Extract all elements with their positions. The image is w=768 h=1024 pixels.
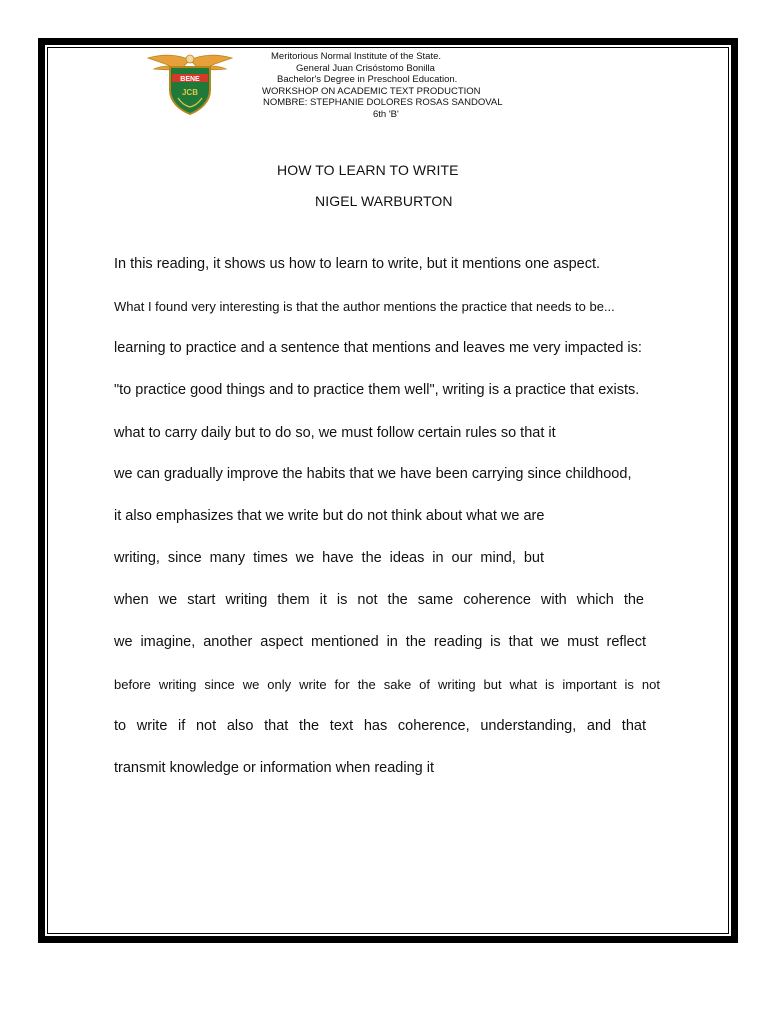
body-line: what to carry daily but to do so, we must follow certain rules so that it	[114, 425, 556, 441]
body-line: writing, since many times we have the ideas in our mind, but	[114, 550, 544, 566]
crest-eagle-head	[186, 55, 194, 63]
crest-text-bottom: JCB	[181, 88, 199, 97]
body-line: transmit knowledge or information when reading it	[114, 760, 434, 776]
body-line: we imagine, another aspect mentioned in the reading is that we must reflect	[114, 634, 646, 650]
header-group: 6th 'B'	[373, 108, 399, 120]
body-line: when we start writing them it is not the same coherence with which the	[114, 592, 644, 608]
body-line: learning to practice and a sentence that mentions and leaves me very impacted is:	[114, 340, 642, 356]
body-line: before writing since we only write for the sake of writing but what is important is not	[114, 677, 660, 692]
header-degree: Bachelor's Degree in Preschool Education.	[277, 74, 458, 85]
header-institution: Meritorious Normal Institute of the State.	[271, 51, 442, 62]
header-student-name: NOMBRE: STEPHANIE DOLORES ROSAS SANDOVAL	[263, 97, 503, 108]
document-title: HOW TO LEARN TO WRITE	[277, 162, 459, 178]
page-border-inner	[47, 47, 729, 934]
school-crest-logo	[146, 50, 234, 116]
body-line: "to practice good things and to practice them well", writing is a practice that exists.	[114, 382, 640, 398]
header-workshop: WORKSHOP ON ACADEMIC TEXT PRODUCTION	[262, 85, 481, 97]
body-line: What I found very interesting is that the author mentions the practice that needs to be...	[114, 299, 615, 314]
header-campus: General Juan Crisóstomo Bonilla	[296, 62, 435, 74]
body-line: we can gradually improve the habits that we have been carrying since childhood,	[114, 466, 632, 482]
body-line: to write if not also that the text has coherence, understanding, and that	[114, 718, 646, 734]
crest-text-top: BENE	[180, 76, 200, 83]
body-line: it also emphasizes that we write but do not think about what we are	[114, 508, 545, 524]
document-author: NIGEL WARBURTON	[315, 193, 453, 209]
body-line: In this reading, it shows us how to learn to write, but it mentions one aspect.	[114, 256, 601, 272]
